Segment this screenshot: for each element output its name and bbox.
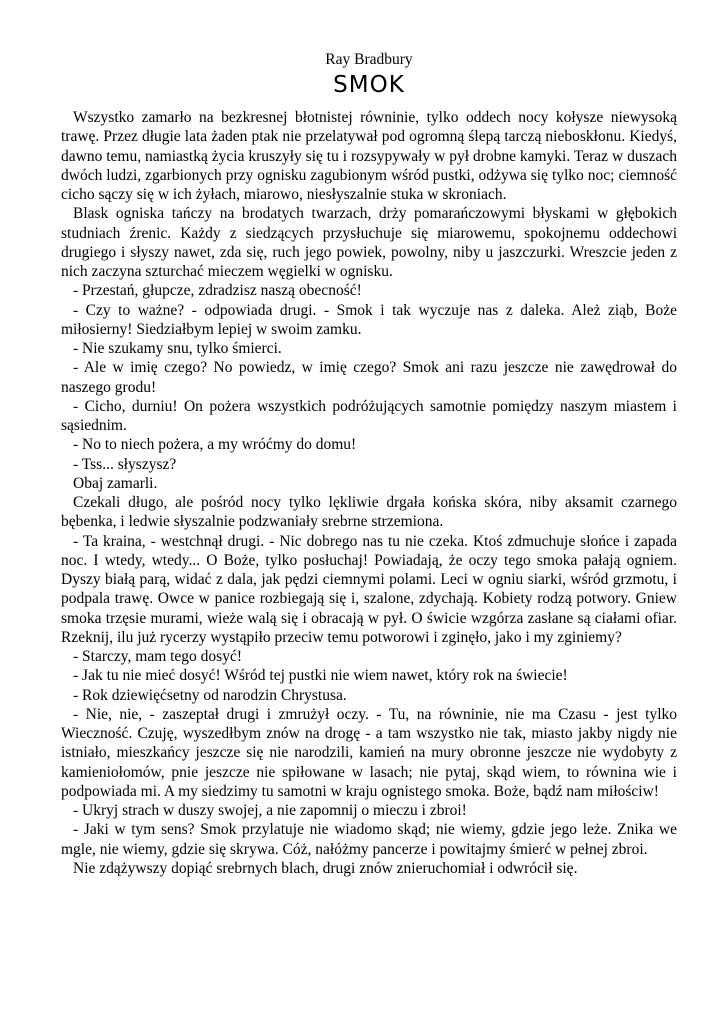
story-text: [61, 108, 677, 878]
paragraph: - Starczy, mam tego dosyć!: [73, 648, 243, 665]
paragraph: - Cicho, durniu! On pożera wszystkich podróżujących samotnie pomiędzy naszym miastem i sąsiednim.: [61, 397, 677, 434]
paragraph: - No to niech pożera, a my wróćmy do domu!: [73, 436, 357, 454]
paragraph: - Ale w imię czego? No powiedz, w imię czego? Smok ani razu jeszcze nie zawędrował do naszego grodu!: [61, 359, 677, 396]
paragraph: - Przestań, głupcze, zdradzisz naszą obecność!: [73, 282, 362, 300]
paragraph: Blask ogniska tańczy na brodatych twarzach, drży pomarańczowymi błyskami w głębokich studniach źrenic. Każdy z siedzących przysłuchuje się miarowemu, spokojnemu oddechowi drugiego i słyszy nawet, zda się, ruch jego powiek, powolny, niby u jaszczurki. Wreszcie jeden z nich zaczyna szturchać mieczem węgielki w ognisku.: [61, 205, 677, 280]
paragraph: - Jaki w tym sens? Smok przylatuje nie wiadomo skąd; nie wiemy, gdzie jego leże. Znika we mgle, nie wiemy, gdzie się skrywa. Cóż, nałóżmy pancerze i powitajmy śmierć w pełnej zbroi.: [61, 821, 677, 858]
paragraph: Obaj zamarli.: [73, 474, 158, 492]
paragraph: - Ukryj strach w duszy swojej, a nie zapomnij o mieczu i zbroi!: [73, 802, 467, 819]
paragraph: - Rok dziewięćsetny od narodzin Chrystusa.: [73, 686, 347, 704]
author-name: Ray Bradbury: [325, 51, 413, 68]
paragraph: - Nie szukamy snu, tylko śmierci.: [73, 340, 282, 357]
paragraph: - Tss... słyszysz?: [73, 455, 177, 473]
document-page: [61, 50, 677, 878]
paragraph: Wszystko zamarło na bezkresnej błotnistej równinie, tylko oddech nocy kołysze niewysoką trawę. Przez długie lata żaden ptak nie przelatywał pod ogromną ślepą tarczą nieboskłonu. Kiedyś, dawno temu, namiastką życia kruszyły się tu i rozsypywały w pył drobne kamyki. Teraz w duszach dwóch ludzi, zgarbionych przy ognisku zagubionym wśród pustki, odżywa się tylko noc; ciemność cicho sączy się w ich żyłach, miarowo, niesłyszalnie stuka w skroniach.: [61, 109, 677, 203]
paragraph: - Nie, nie, - zaszeptał drugi i zmrużył oczy. - Tu, na równinie, nie ma Czasu - jest tylko Wieczność. Czuję, wyszedłbym znów na drogę - a tam wszystko nie tak, miasto jakby nigdy nie istniało, mieszkańcy jeszcze się nie narodzili, kamień na mury obronne jeszcze nie wydobyty z kamieniołomów, pnie jeszcze nie spiłowane w lasach; nie pytaj, skąd wiem, to równina wie i podpowiada mi. A my siedzimy tu samotni w kraju ognistego smoka. Boże, bądź nam miłościw!: [61, 705, 677, 800]
paragraph: - Ta kraina, - westchnął drugi. - Nic dobrego nas tu nie czeka. Ktoś zdmuchuje słońce i zapada noc. I wtedy, wtedy... O Boże, tylko posłuchaj! Powiadają, że oczy tego smoka pałają ogniem. Dyszy białą parą, widać z dala, jak pędzi ciemnymi polami. Leci w ogniu siarki, wśród grzmotu, i podpala trawę. Owce w panice rozbiegają się i, szalone, zdychają. Kobiety rodzą potwory. Gniew smoka trzęsie murami, wieże walą się i obracają w pył. O świcie wzgórza zasłane są ciałami ofiar. Rzeknij, ilu już rycerzy wystąpiło przeciw temu potworowi i zginęło, jako i my zginiemy?: [61, 532, 677, 646]
paragraph: Nie zdążywszy dopiąć srebrnych blach, drugi znów znieruchomiał i odwrócił się.: [73, 859, 578, 877]
paragraph: - Jak tu nie mieć dosyć! Wśród tej pustki nie wiem nawet, który rok na świecie!: [73, 667, 568, 685]
paragraph: Czekali długo, ale pośród nocy tylko lękliwie drgała końska skóra, niby aksamit czarnego bębenka, i ledwie słyszalnie podzwaniały srebrne strzemiona.: [61, 494, 677, 531]
paragraph: - Czy to ważne? - odpowiada drugi. - Smok i tak wyczuje nas z daleka. Ależ ziąb, Boże miłosierny! Siedziałbym lepiej w swoim zamku.: [61, 301, 677, 338]
story-title: SMOK: [333, 72, 405, 98]
